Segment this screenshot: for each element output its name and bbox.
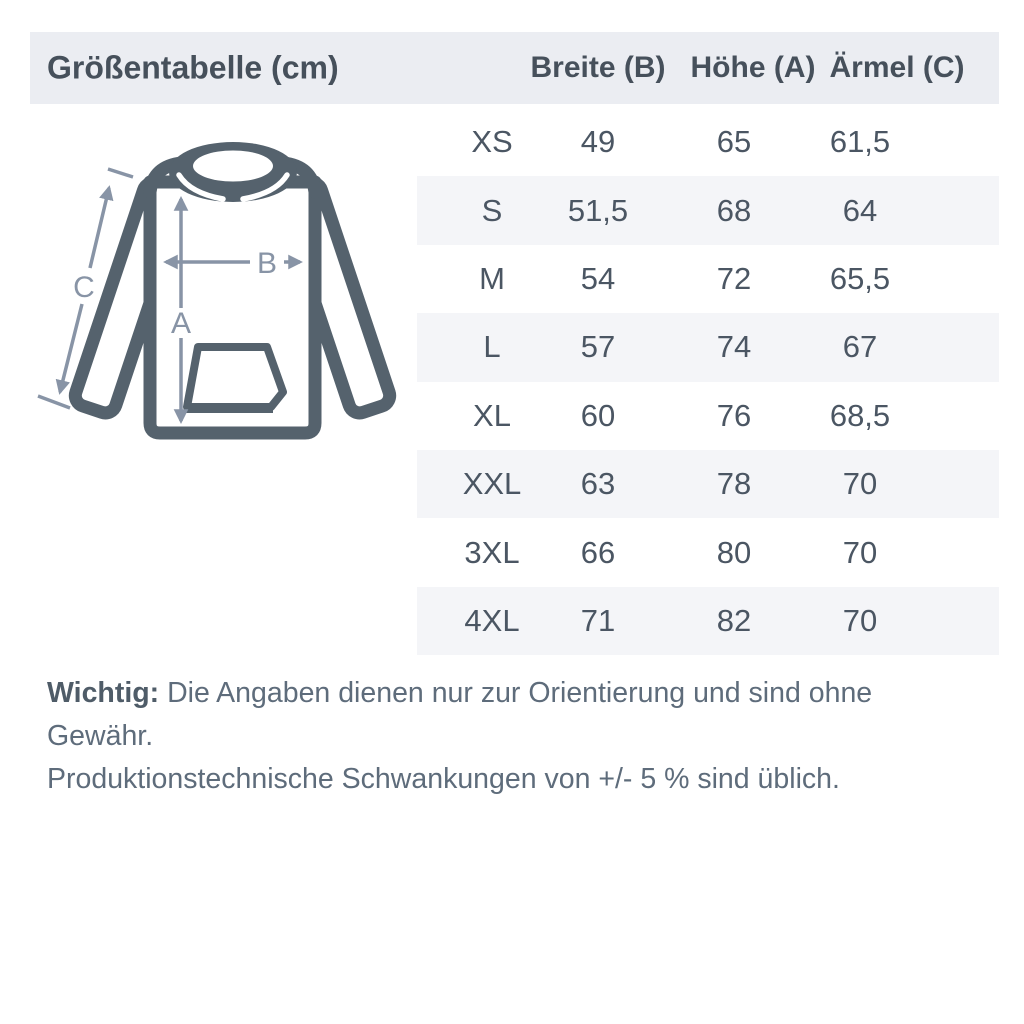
size-label: L	[483, 329, 501, 365]
hoodie-hood	[169, 142, 297, 202]
aermel-value: 61,5	[829, 124, 891, 160]
disclaimer-text-1: Die Angaben dienen nur zur Orientierung und sind ohne Gewähr.	[47, 677, 873, 752]
size-label: S	[481, 192, 503, 228]
table-row-3xl	[417, 518, 999, 586]
disclaimer-line-1	[47, 672, 977, 758]
hoodie-diagram	[20, 120, 410, 465]
aermel-value: 65,5	[829, 260, 891, 296]
hoodie-pocket	[187, 347, 283, 407]
measurement-label-a: A	[170, 307, 192, 340]
page-title: Größentabelle (cm)	[47, 49, 339, 86]
breite-value: 66	[580, 534, 616, 570]
breite-value: 51,5	[567, 192, 629, 228]
table-row-xxl	[417, 450, 999, 518]
disclaimer-label: Wichtig:	[47, 677, 160, 709]
breite-value: 60	[580, 397, 616, 433]
breite-value: 49	[580, 124, 616, 160]
table-row-4xl	[417, 587, 999, 655]
breite-value: 71	[580, 602, 616, 638]
column-header-breite: Breite (B)	[530, 51, 666, 84]
aermel-value: 70	[842, 534, 878, 570]
size-label: XL	[473, 397, 511, 433]
breite-value: 63	[580, 466, 616, 502]
aermel-value: 70	[842, 602, 878, 638]
table-row-s	[417, 176, 999, 244]
breite-value: 57	[580, 329, 616, 365]
column-header-hoehe: Höhe (A)	[690, 51, 816, 84]
table-row-xl	[417, 382, 999, 450]
hoehe-value: 68	[716, 192, 752, 228]
measurement-label-c: C	[73, 271, 95, 304]
size-label: M	[479, 260, 505, 296]
hoehe-value: 65	[716, 124, 752, 160]
table-row-xs	[417, 108, 999, 176]
size-label: XS	[471, 124, 513, 160]
size-chart-header	[30, 32, 999, 104]
hoehe-value: 72	[716, 260, 752, 296]
hoehe-value: 82	[716, 602, 752, 638]
aermel-value: 68,5	[829, 397, 891, 433]
size-table	[417, 108, 999, 655]
hoehe-value: 80	[716, 534, 752, 570]
aermel-value: 67	[842, 329, 878, 365]
disclaimer-note	[47, 672, 977, 801]
size-label: 4XL	[464, 602, 520, 638]
hoehe-value: 74	[716, 329, 752, 365]
measurement-label-b: B	[256, 247, 278, 280]
hoehe-value: 78	[716, 466, 752, 502]
aermel-value: 64	[842, 192, 878, 228]
aermel-value: 70	[842, 466, 878, 502]
table-row-l	[417, 313, 999, 381]
size-label: XXL	[462, 466, 522, 502]
hoehe-value: 76	[716, 397, 752, 433]
column-header-aermel: Ärmel (C)	[829, 51, 965, 84]
table-row-m	[417, 245, 999, 313]
size-label: 3XL	[464, 534, 520, 570]
breite-value: 54	[580, 260, 616, 296]
disclaimer-line-2: Produktionstechnische Schwankungen von +/- 5 % sind üblich.	[47, 763, 840, 795]
